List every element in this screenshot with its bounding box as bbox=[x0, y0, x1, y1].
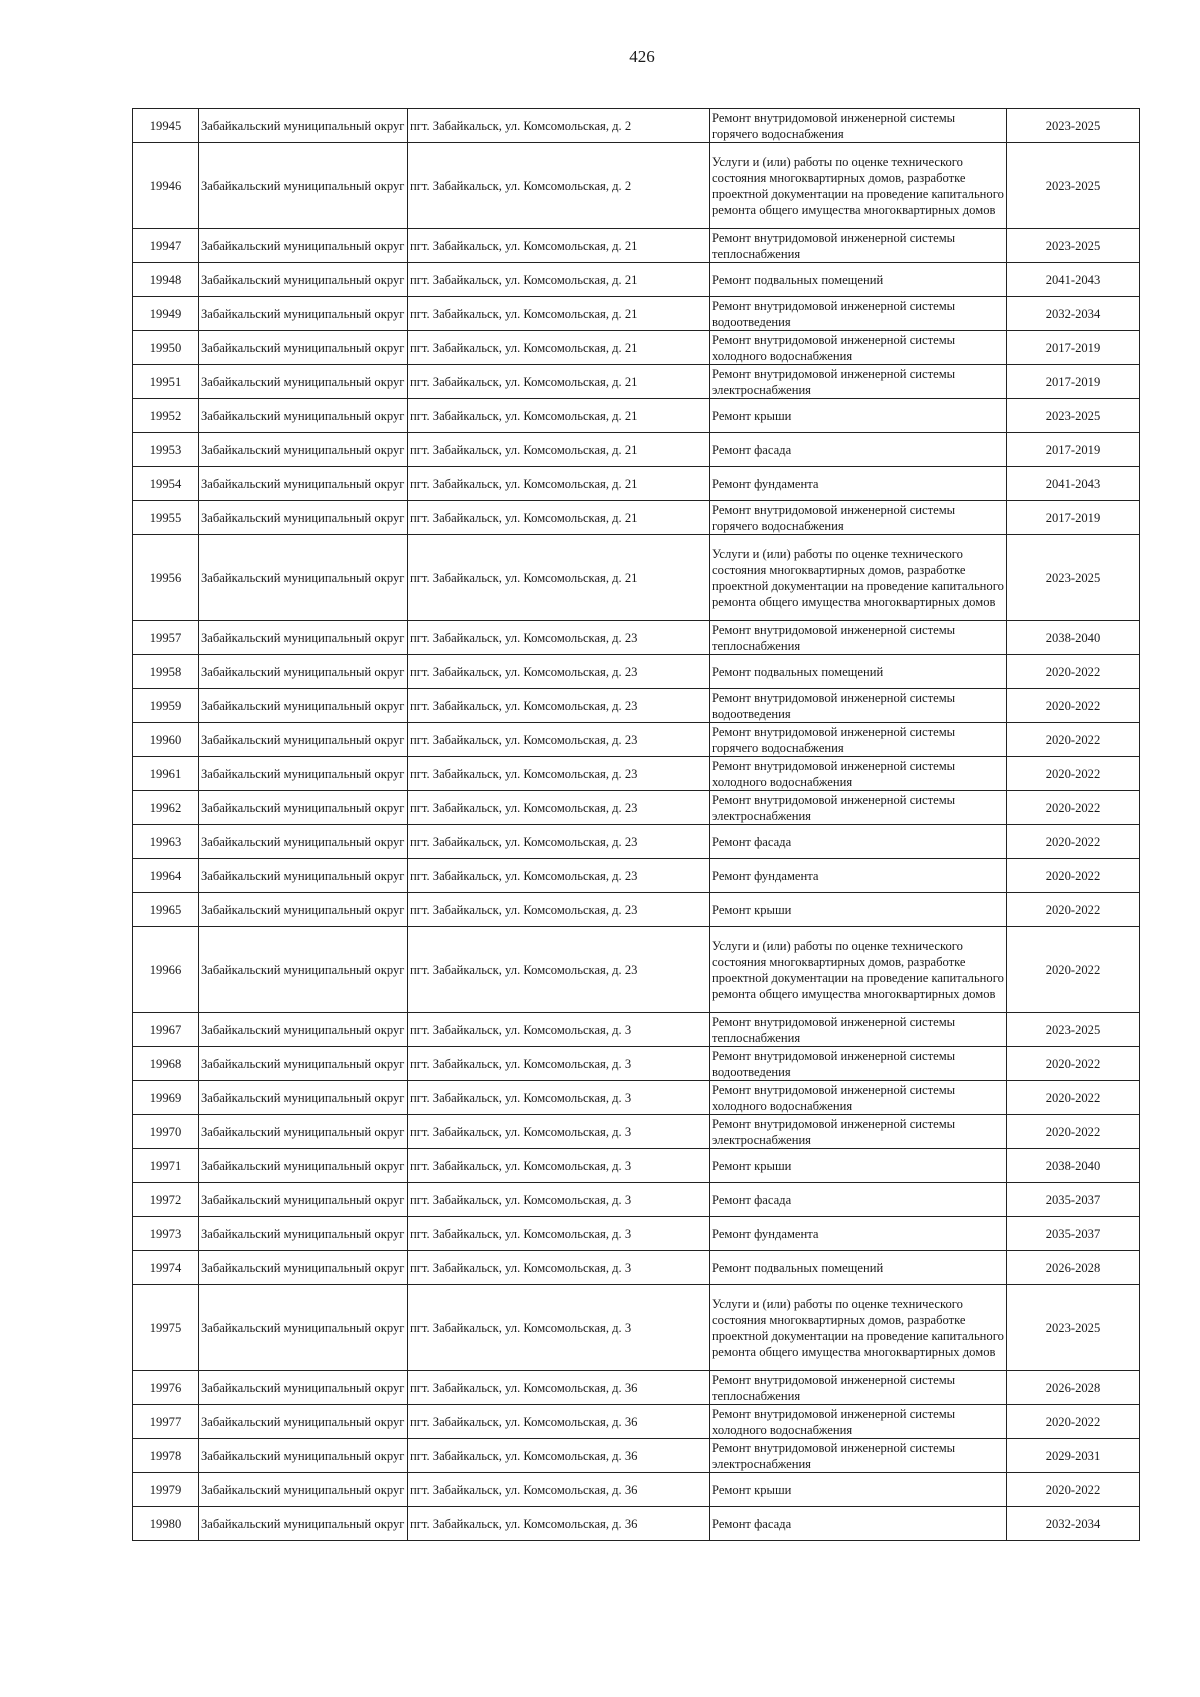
table-row bbox=[133, 467, 1140, 501]
period-cell: 2026-2028 bbox=[1007, 1371, 1140, 1405]
work-type-cell: Ремонт фасада bbox=[710, 1507, 1007, 1541]
address-cell: пгт. Забайкальск, ул. Комсомольская, д. 21 bbox=[408, 535, 710, 621]
address-cell: пгт. Забайкальск, ул. Комсомольская, д. 21 bbox=[408, 433, 710, 467]
address-cell: пгт. Забайкальск, ул. Комсомольская, д. 21 bbox=[408, 467, 710, 501]
address-cell: пгт. Забайкальск, ул. Комсомольская, д. 23 bbox=[408, 791, 710, 825]
table-row bbox=[133, 1183, 1140, 1217]
work-type-cell: Ремонт крыши bbox=[710, 1473, 1007, 1507]
municipality-cell: Забайкальский муниципальный округ bbox=[199, 365, 408, 399]
row-number: 19957 bbox=[133, 621, 199, 655]
address-cell: пгт. Забайкальск, ул. Комсомольская, д. 23 bbox=[408, 859, 710, 893]
address-cell: пгт. Забайкальск, ул. Комсомольская, д. 3 bbox=[408, 1217, 710, 1251]
period-cell: 2029-2031 bbox=[1007, 1439, 1140, 1473]
row-number: 19976 bbox=[133, 1371, 199, 1405]
address-cell: пгт. Забайкальск, ул. Комсомольская, д. 21 bbox=[408, 263, 710, 297]
municipality-cell: Забайкальский муниципальный округ bbox=[199, 1371, 408, 1405]
address-cell: пгт. Забайкальск, ул. Комсомольская, д. 2 bbox=[408, 143, 710, 229]
address-cell: пгт. Забайкальск, ул. Комсомольская, д. 36 bbox=[408, 1405, 710, 1439]
address-cell: пгт. Забайкальск, ул. Комсомольская, д. 3 bbox=[408, 1115, 710, 1149]
address-cell: пгт. Забайкальск, ул. Комсомольская, д. 23 bbox=[408, 723, 710, 757]
work-type-cell: Услуги и (или) работы по оценке технического состояния многоквартирных домов, разработке проектной документации на проведение капитального ремонта общего имущества многоквартирных домов bbox=[710, 535, 1007, 621]
table-row bbox=[133, 1217, 1140, 1251]
row-number: 19954 bbox=[133, 467, 199, 501]
row-number: 19949 bbox=[133, 297, 199, 331]
table-row bbox=[133, 1115, 1140, 1149]
period-cell: 2023-2025 bbox=[1007, 535, 1140, 621]
table-row bbox=[133, 331, 1140, 365]
period-cell: 2020-2022 bbox=[1007, 1047, 1140, 1081]
table-row bbox=[133, 263, 1140, 297]
municipality-cell: Забайкальский муниципальный округ bbox=[199, 467, 408, 501]
table-row bbox=[133, 1047, 1140, 1081]
table-row bbox=[133, 1149, 1140, 1183]
address-cell: пгт. Забайкальск, ул. Комсомольская, д. 21 bbox=[408, 365, 710, 399]
row-number: 19966 bbox=[133, 927, 199, 1013]
row-number: 19978 bbox=[133, 1439, 199, 1473]
row-number: 19973 bbox=[133, 1217, 199, 1251]
period-cell: 2020-2022 bbox=[1007, 791, 1140, 825]
address-cell: пгт. Забайкальск, ул. Комсомольская, д. 3 bbox=[408, 1047, 710, 1081]
row-number: 19969 bbox=[133, 1081, 199, 1115]
work-type-cell: Ремонт внутридомовой инженерной системы электроснабжения bbox=[710, 1115, 1007, 1149]
table-row bbox=[133, 1439, 1140, 1473]
address-cell: пгт. Забайкальск, ул. Комсомольская, д. 23 bbox=[408, 927, 710, 1013]
municipality-cell: Забайкальский муниципальный округ bbox=[199, 1285, 408, 1371]
work-type-cell: Ремонт внутридомовой инженерной системы теплоснабжения bbox=[710, 621, 1007, 655]
address-cell: пгт. Забайкальск, ул. Комсомольская, д. 23 bbox=[408, 655, 710, 689]
period-cell: 2026-2028 bbox=[1007, 1251, 1140, 1285]
address-cell: пгт. Забайкальск, ул. Комсомольская, д. 23 bbox=[408, 621, 710, 655]
address-cell: пгт. Забайкальск, ул. Комсомольская, д. 23 bbox=[408, 689, 710, 723]
period-cell: 2020-2022 bbox=[1007, 655, 1140, 689]
period-cell: 2020-2022 bbox=[1007, 1473, 1140, 1507]
municipality-cell: Забайкальский муниципальный округ bbox=[199, 1047, 408, 1081]
period-cell: 2020-2022 bbox=[1007, 927, 1140, 1013]
table-row bbox=[133, 297, 1140, 331]
address-cell: пгт. Забайкальск, ул. Комсомольская, д. 21 bbox=[408, 331, 710, 365]
municipality-cell: Забайкальский муниципальный округ bbox=[199, 331, 408, 365]
address-cell: пгт. Забайкальск, ул. Комсомольская, д. 2 bbox=[408, 109, 710, 143]
row-number: 19963 bbox=[133, 825, 199, 859]
row-number: 19961 bbox=[133, 757, 199, 791]
row-number: 19955 bbox=[133, 501, 199, 535]
table-row bbox=[133, 1405, 1140, 1439]
row-number: 19964 bbox=[133, 859, 199, 893]
table-row bbox=[133, 791, 1140, 825]
address-cell: пгт. Забайкальск, ул. Комсомольская, д. 36 bbox=[408, 1371, 710, 1405]
period-cell: 2020-2022 bbox=[1007, 723, 1140, 757]
address-cell: пгт. Забайкальск, ул. Комсомольская, д. 36 bbox=[408, 1473, 710, 1507]
row-number: 19958 bbox=[133, 655, 199, 689]
work-type-cell: Ремонт внутридомовой инженерной системы холодного водоснабжения bbox=[710, 1405, 1007, 1439]
work-type-cell: Ремонт внутридомовой инженерной системы горячего водоснабжения bbox=[710, 501, 1007, 535]
address-cell: пгт. Забайкальск, ул. Комсомольская, д. 21 bbox=[408, 229, 710, 263]
table-row bbox=[133, 927, 1140, 1013]
work-type-cell: Ремонт внутридомовой инженерной системы холодного водоснабжения bbox=[710, 331, 1007, 365]
period-cell: 2032-2034 bbox=[1007, 1507, 1140, 1541]
work-type-cell: Ремонт внутридомовой инженерной системы холодного водоснабжения bbox=[710, 757, 1007, 791]
work-type-cell: Ремонт внутридомовой инженерной системы теплоснабжения bbox=[710, 229, 1007, 263]
municipality-cell: Забайкальский муниципальный округ bbox=[199, 1405, 408, 1439]
period-cell: 2041-2043 bbox=[1007, 467, 1140, 501]
table-row bbox=[133, 1285, 1140, 1371]
table-row bbox=[133, 1251, 1140, 1285]
table-row bbox=[133, 143, 1140, 229]
period-cell: 2041-2043 bbox=[1007, 263, 1140, 297]
table-row bbox=[133, 723, 1140, 757]
municipality-cell: Забайкальский муниципальный округ bbox=[199, 655, 408, 689]
row-number: 19948 bbox=[133, 263, 199, 297]
work-type-cell: Ремонт подвальных помещений bbox=[710, 263, 1007, 297]
work-type-cell: Ремонт крыши bbox=[710, 1149, 1007, 1183]
row-number: 19962 bbox=[133, 791, 199, 825]
work-type-cell: Ремонт внутридомовой инженерной системы теплоснабжения bbox=[710, 1013, 1007, 1047]
municipality-cell: Забайкальский муниципальный округ bbox=[199, 1251, 408, 1285]
period-cell: 2023-2025 bbox=[1007, 229, 1140, 263]
municipality-cell: Забайкальский муниципальный округ bbox=[199, 501, 408, 535]
municipality-cell: Забайкальский муниципальный округ bbox=[199, 757, 408, 791]
period-cell: 2035-2037 bbox=[1007, 1217, 1140, 1251]
row-number: 19979 bbox=[133, 1473, 199, 1507]
address-cell: пгт. Забайкальск, ул. Комсомольская, д. 3 bbox=[408, 1013, 710, 1047]
work-type-cell: Ремонт внутридомовой инженерной системы электроснабжения bbox=[710, 1439, 1007, 1473]
work-type-cell: Услуги и (или) работы по оценке технического состояния многоквартирных домов, разработке проектной документации на проведение капитального ремонта общего имущества многоквартирных домов bbox=[710, 927, 1007, 1013]
table-row bbox=[133, 893, 1140, 927]
period-cell: 2020-2022 bbox=[1007, 689, 1140, 723]
municipality-cell: Забайкальский муниципальный округ bbox=[199, 1507, 408, 1541]
row-number: 19946 bbox=[133, 143, 199, 229]
table-row bbox=[133, 859, 1140, 893]
row-number: 19968 bbox=[133, 1047, 199, 1081]
period-cell: 2023-2025 bbox=[1007, 399, 1140, 433]
municipality-cell: Забайкальский муниципальный округ bbox=[199, 893, 408, 927]
municipality-cell: Забайкальский муниципальный округ bbox=[199, 1013, 408, 1047]
row-number: 19965 bbox=[133, 893, 199, 927]
table-row bbox=[133, 1371, 1140, 1405]
work-type-cell: Ремонт внутридомовой инженерной системы электроснабжения bbox=[710, 791, 1007, 825]
work-type-cell: Услуги и (или) работы по оценке технического состояния многоквартирных домов, разработке проектной документации на проведение капитального ремонта общего имущества многоквартирных домов bbox=[710, 143, 1007, 229]
period-cell: 2017-2019 bbox=[1007, 331, 1140, 365]
period-cell: 2020-2022 bbox=[1007, 825, 1140, 859]
row-number: 19972 bbox=[133, 1183, 199, 1217]
address-cell: пгт. Забайкальск, ул. Комсомольская, д. 3 bbox=[408, 1183, 710, 1217]
table-row bbox=[133, 109, 1140, 143]
municipality-cell: Забайкальский муниципальный округ bbox=[199, 1115, 408, 1149]
work-type-cell: Ремонт фундамента bbox=[710, 467, 1007, 501]
municipality-cell: Забайкальский муниципальный округ bbox=[199, 621, 408, 655]
work-type-cell: Ремонт фундамента bbox=[710, 1217, 1007, 1251]
work-type-cell: Ремонт внутридомовой инженерной системы горячего водоснабжения bbox=[710, 723, 1007, 757]
work-type-cell: Ремонт внутридомовой инженерной системы теплоснабжения bbox=[710, 1371, 1007, 1405]
municipality-cell: Забайкальский муниципальный округ bbox=[199, 433, 408, 467]
row-number: 19967 bbox=[133, 1013, 199, 1047]
table-row bbox=[133, 433, 1140, 467]
row-number: 19950 bbox=[133, 331, 199, 365]
table-row bbox=[133, 501, 1140, 535]
municipality-cell: Забайкальский муниципальный округ bbox=[199, 723, 408, 757]
period-cell: 2023-2025 bbox=[1007, 109, 1140, 143]
work-type-cell: Ремонт фасада bbox=[710, 1183, 1007, 1217]
work-type-cell: Ремонт внутридомовой инженерной системы водоотведения bbox=[710, 297, 1007, 331]
municipality-cell: Забайкальский муниципальный округ bbox=[199, 1149, 408, 1183]
address-cell: пгт. Забайкальск, ул. Комсомольская, д. 3 bbox=[408, 1285, 710, 1371]
municipality-cell: Забайкальский муниципальный округ bbox=[199, 109, 408, 143]
table-row bbox=[133, 689, 1140, 723]
repair-schedule-table bbox=[132, 108, 1140, 1541]
period-cell: 2020-2022 bbox=[1007, 1405, 1140, 1439]
work-type-cell: Ремонт внутридомовой инженерной системы электроснабжения bbox=[710, 365, 1007, 399]
row-number: 19960 bbox=[133, 723, 199, 757]
page-number: 426 bbox=[629, 47, 655, 66]
work-type-cell: Услуги и (или) работы по оценке технического состояния многоквартирных домов, разработке проектной документации на проведение капитального ремонта общего имущества многоквартирных домов bbox=[710, 1285, 1007, 1371]
row-number: 19970 bbox=[133, 1115, 199, 1149]
work-type-cell: Ремонт подвальных помещений bbox=[710, 1251, 1007, 1285]
table-row bbox=[133, 229, 1140, 263]
row-number: 19951 bbox=[133, 365, 199, 399]
row-number: 19971 bbox=[133, 1149, 199, 1183]
row-number: 19945 bbox=[133, 109, 199, 143]
work-type-cell: Ремонт внутридомовой инженерной системы водоотведения bbox=[710, 689, 1007, 723]
municipality-cell: Забайкальский муниципальный округ bbox=[199, 399, 408, 433]
row-number: 19977 bbox=[133, 1405, 199, 1439]
municipality-cell: Забайкальский муниципальный округ bbox=[199, 927, 408, 1013]
address-cell: пгт. Забайкальск, ул. Комсомольская, д. 21 bbox=[408, 399, 710, 433]
address-cell: пгт. Забайкальск, ул. Комсомольская, д. 21 bbox=[408, 297, 710, 331]
municipality-cell: Забайкальский муниципальный округ bbox=[199, 791, 408, 825]
municipality-cell: Забайкальский муниципальный округ bbox=[199, 297, 408, 331]
municipality-cell: Забайкальский муниципальный округ bbox=[199, 1439, 408, 1473]
period-cell: 2017-2019 bbox=[1007, 365, 1140, 399]
address-cell: пгт. Забайкальск, ул. Комсомольская, д. 36 bbox=[408, 1439, 710, 1473]
period-cell: 2020-2022 bbox=[1007, 757, 1140, 791]
table-row bbox=[133, 655, 1140, 689]
work-type-cell: Ремонт внутридомовой инженерной системы холодного водоснабжения bbox=[710, 1081, 1007, 1115]
row-number: 19959 bbox=[133, 689, 199, 723]
municipality-cell: Забайкальский муниципальный округ bbox=[199, 143, 408, 229]
row-number: 19956 bbox=[133, 535, 199, 621]
municipality-cell: Забайкальский муниципальный округ bbox=[199, 1183, 408, 1217]
address-cell: пгт. Забайкальск, ул. Комсомольская, д. 3 bbox=[408, 1149, 710, 1183]
period-cell: 2032-2034 bbox=[1007, 297, 1140, 331]
address-cell: пгт. Забайкальск, ул. Комсомольская, д. 36 bbox=[408, 1507, 710, 1541]
table-row bbox=[133, 365, 1140, 399]
work-type-cell: Ремонт крыши bbox=[710, 399, 1007, 433]
table-row bbox=[133, 1013, 1140, 1047]
municipality-cell: Забайкальский муниципальный округ bbox=[199, 263, 408, 297]
table-row bbox=[133, 1507, 1140, 1541]
address-cell: пгт. Забайкальск, ул. Комсомольская, д. 23 bbox=[408, 893, 710, 927]
table-row bbox=[133, 399, 1140, 433]
row-number: 19947 bbox=[133, 229, 199, 263]
table-row bbox=[133, 825, 1140, 859]
period-cell: 2017-2019 bbox=[1007, 433, 1140, 467]
municipality-cell: Забайкальский муниципальный округ bbox=[199, 229, 408, 263]
address-cell: пгт. Забайкальск, ул. Комсомольская, д. 3 bbox=[408, 1251, 710, 1285]
address-cell: пгт. Забайкальск, ул. Комсомольская, д. 23 bbox=[408, 825, 710, 859]
period-cell: 2023-2025 bbox=[1007, 1285, 1140, 1371]
period-cell: 2020-2022 bbox=[1007, 1115, 1140, 1149]
municipality-cell: Забайкальский муниципальный округ bbox=[199, 859, 408, 893]
municipality-cell: Забайкальский муниципальный округ bbox=[199, 1473, 408, 1507]
table-row bbox=[133, 535, 1140, 621]
period-cell: 2020-2022 bbox=[1007, 893, 1140, 927]
period-cell: 2020-2022 bbox=[1007, 1081, 1140, 1115]
work-type-cell: Ремонт фасада bbox=[710, 433, 1007, 467]
period-cell: 2035-2037 bbox=[1007, 1183, 1140, 1217]
row-number: 19980 bbox=[133, 1507, 199, 1541]
municipality-cell: Забайкальский муниципальный округ bbox=[199, 1217, 408, 1251]
municipality-cell: Забайкальский муниципальный округ bbox=[199, 825, 408, 859]
work-type-cell: Ремонт подвальных помещений bbox=[710, 655, 1007, 689]
work-type-cell: Ремонт фундамента bbox=[710, 859, 1007, 893]
table-row bbox=[133, 1473, 1140, 1507]
table-row bbox=[133, 621, 1140, 655]
address-cell: пгт. Забайкальск, ул. Комсомольская, д. 21 bbox=[408, 501, 710, 535]
work-type-cell: Ремонт внутридомовой инженерной системы водоотведения bbox=[710, 1047, 1007, 1081]
period-cell: 2017-2019 bbox=[1007, 501, 1140, 535]
row-number: 19952 bbox=[133, 399, 199, 433]
row-number: 19974 bbox=[133, 1251, 199, 1285]
municipality-cell: Забайкальский муниципальный округ bbox=[199, 535, 408, 621]
municipality-cell: Забайкальский муниципальный округ bbox=[199, 689, 408, 723]
address-cell: пгт. Забайкальск, ул. Комсомольская, д. 3 bbox=[408, 1081, 710, 1115]
table-body bbox=[133, 109, 1140, 1541]
municipality-cell: Забайкальский муниципальный округ bbox=[199, 1081, 408, 1115]
row-number: 19975 bbox=[133, 1285, 199, 1371]
row-number: 19953 bbox=[133, 433, 199, 467]
table-row bbox=[133, 1081, 1140, 1115]
work-type-cell: Ремонт фасада bbox=[710, 825, 1007, 859]
period-cell: 2020-2022 bbox=[1007, 859, 1140, 893]
work-type-cell: Ремонт внутридомовой инженерной системы горячего водоснабжения bbox=[710, 109, 1007, 143]
period-cell: 2038-2040 bbox=[1007, 621, 1140, 655]
work-type-cell: Ремонт крыши bbox=[710, 893, 1007, 927]
period-cell: 2023-2025 bbox=[1007, 143, 1140, 229]
table-row bbox=[133, 757, 1140, 791]
period-cell: 2023-2025 bbox=[1007, 1013, 1140, 1047]
period-cell: 2038-2040 bbox=[1007, 1149, 1140, 1183]
address-cell: пгт. Забайкальск, ул. Комсомольская, д. 23 bbox=[408, 757, 710, 791]
